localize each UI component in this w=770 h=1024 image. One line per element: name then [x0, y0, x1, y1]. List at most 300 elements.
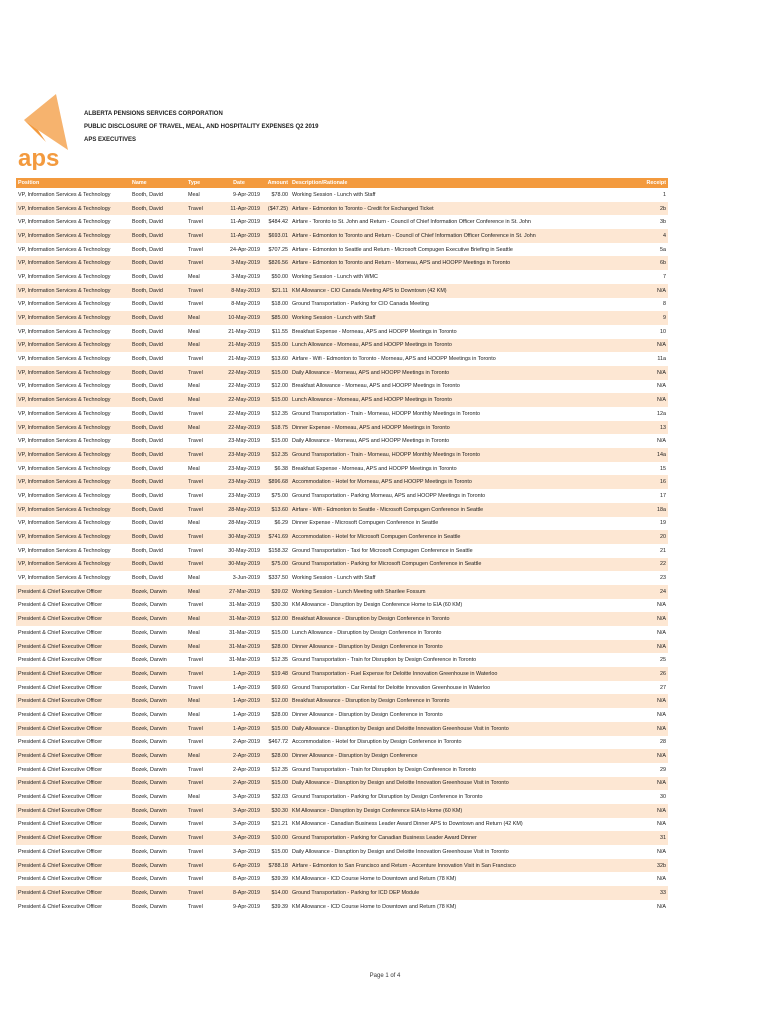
cell-type: Travel	[188, 862, 203, 869]
cell-date: 8-Apr-2019	[233, 889, 260, 896]
cell-date: 1-Apr-2019	[233, 725, 260, 732]
table-row	[16, 434, 668, 448]
cell-name: Booth, David	[132, 479, 163, 486]
cell-amount: $337.50	[268, 575, 288, 582]
cell-receipt: 13	[660, 424, 666, 431]
cell-date: 31-Mar-2019	[229, 629, 260, 636]
cell-name: Booth, David	[132, 575, 163, 582]
cell-type: Travel	[188, 369, 203, 376]
cell-description: Breakfast Allowance - Morneau, APS and HOOPP Meetings in Toronto	[292, 383, 460, 390]
cell-amount: $19.48	[271, 670, 288, 677]
cell-receipt: 10	[660, 328, 666, 335]
table-row	[16, 585, 668, 599]
cell-position: VP, Information Services & Technology	[18, 342, 111, 349]
cell-description: Daily Allowance - Morneau, APS and HOOPP Meetings in Toronto	[292, 438, 450, 445]
cell-amount: $12.00	[271, 383, 288, 390]
cell-description: Working Session - Lunch with Staff	[292, 315, 376, 322]
cell-date: 23-May-2019	[228, 451, 260, 458]
cell-receipt: N/A	[657, 643, 666, 650]
table-row	[16, 626, 668, 640]
cell-position: VP, Information Services & Technology	[18, 479, 111, 486]
table-row	[16, 393, 668, 407]
table-row	[16, 544, 668, 558]
table-row	[16, 243, 668, 257]
cell-description: Airfare - Edmonton to San Francisco and Return - Accenture Innovation Visit in San Francisco	[292, 862, 516, 869]
cell-type: Travel	[188, 547, 203, 554]
cell-position: President & Chief Executive Officer	[18, 862, 103, 869]
cell-type: Travel	[188, 232, 203, 239]
cell-position: VP, Information Services & Technology	[18, 506, 111, 513]
cell-type: Travel	[188, 889, 203, 896]
page-number: Page 1 of 4	[369, 973, 401, 979]
cell-position: VP, Information Services & Technology	[18, 328, 111, 335]
cell-type: Travel	[188, 725, 203, 732]
cell-type: Travel	[188, 287, 203, 294]
cell-type: Travel	[188, 848, 203, 855]
cell-receipt: N/A	[657, 876, 666, 883]
cell-date: 11-Apr-2019	[230, 232, 260, 239]
cell-type: Meal	[188, 629, 200, 636]
cell-description: Daily Allowance - Disruption by Design and Deloitte Innovation Greenhouse Visit in Toronto	[292, 780, 509, 787]
cell-name: Bozek, Darwin	[132, 821, 167, 828]
cell-description: Breakfast Allowance - Disruption by Design Conference in Toronto	[292, 698, 450, 705]
cell-date: 22-May-2019	[228, 424, 260, 431]
cell-position: President & Chief Executive Officer	[18, 725, 103, 732]
cell-name: Booth, David	[132, 506, 163, 513]
cell-type: Meal	[188, 424, 200, 431]
cell-receipt: 4	[663, 232, 666, 239]
cell-receipt: 19	[660, 520, 666, 527]
cell-description: Daily Allowance - Disruption by Design and Deloitte Innovation Greenhouse Visit in Toronto	[292, 848, 509, 855]
cell-position: VP, Information Services & Technology	[18, 451, 111, 458]
cell-name: Booth, David	[132, 315, 163, 322]
cell-amount: $15.00	[271, 397, 288, 404]
cell-name: Booth, David	[132, 383, 163, 390]
cell-type: Travel	[188, 670, 203, 677]
cell-position: President & Chief Executive Officer	[18, 848, 103, 855]
cell-type: Travel	[188, 766, 203, 773]
col-header-amount: Amount	[267, 180, 288, 186]
cell-type: Travel	[188, 534, 203, 541]
table-row	[16, 859, 668, 873]
cell-description: Airfare - Wifi - Edmonton to Toronto - Morneau, APS and HOOPP Meetings in Toronto	[292, 356, 496, 363]
cell-position: VP, Information Services & Technology	[18, 246, 111, 253]
cell-amount: $12.35	[271, 657, 288, 664]
cell-description: Accommodation - Hotel for Microsoft Compugen Conference in Seattle	[292, 534, 461, 541]
aps-logo-mark	[16, 90, 76, 170]
cell-date: 21-May-2019	[228, 356, 260, 363]
cell-type: Travel	[188, 903, 203, 910]
col-header-date: Date	[233, 180, 245, 186]
cell-receipt: 22	[660, 561, 666, 568]
table-row	[16, 325, 668, 339]
cell-amount: $15.00	[271, 780, 288, 787]
cell-name: Booth, David	[132, 534, 163, 541]
cell-receipt: 7	[663, 273, 666, 280]
cell-receipt: 30	[660, 794, 666, 801]
cell-date: 22-May-2019	[228, 410, 260, 417]
cell-date: 21-May-2019	[228, 328, 260, 335]
cell-position: President & Chief Executive Officer	[18, 602, 103, 609]
table-row	[16, 571, 668, 585]
cell-date: 22-May-2019	[228, 369, 260, 376]
table-body	[16, 188, 668, 913]
cell-amount: $6.29	[274, 520, 288, 527]
cell-name: Bozek, Darwin	[132, 602, 167, 609]
cell-position: President & Chief Executive Officer	[18, 670, 103, 677]
cell-description: Ground Transportation - Parking for CIO Canada Meeting	[292, 301, 429, 308]
cell-description: Working Session - Lunch with Staff	[292, 575, 376, 582]
cell-name: Booth, David	[132, 520, 163, 527]
cell-name: Bozek, Darwin	[132, 657, 167, 664]
col-header-type: Type	[188, 180, 201, 186]
cell-date: 1-Apr-2019	[233, 711, 260, 718]
cell-name: Bozek, Darwin	[132, 889, 167, 896]
cell-name: Bozek, Darwin	[132, 698, 167, 705]
cell-description: Breakfast Allowance - Disruption by Design Conference in Toronto	[292, 616, 450, 623]
cell-date: 24-Apr-2019	[230, 246, 260, 253]
cell-position: VP, Information Services & Technology	[18, 315, 111, 322]
cell-description: Working Session - Lunch Meeting with Sharilee Fossum	[292, 588, 426, 595]
cell-receipt: 18a	[657, 506, 666, 513]
cell-date: 28-May-2019	[228, 506, 260, 513]
cell-date: 31-Mar-2019	[229, 616, 260, 623]
cell-amount: $21.21	[271, 821, 288, 828]
cell-receipt: 28	[660, 739, 666, 746]
cell-description: Dinner Expense - Morneau, APS and HOOPP Meetings in Toronto	[292, 424, 450, 431]
cell-name: Booth, David	[132, 205, 163, 212]
cell-name: Bozek, Darwin	[132, 739, 167, 746]
table-row	[16, 530, 668, 544]
cell-name: Bozek, Darwin	[132, 616, 167, 623]
cell-type: Travel	[188, 876, 203, 883]
cell-receipt: N/A	[657, 848, 666, 855]
cell-description: Breakfast Expense - Morneau, APS and HOOPP Meetings in Toronto	[292, 328, 457, 335]
cell-amount: $78.00	[271, 191, 288, 198]
table-row	[16, 694, 668, 708]
cell-receipt: N/A	[657, 602, 666, 609]
cell-date: 22-May-2019	[228, 383, 260, 390]
table-row	[16, 188, 668, 202]
cell-amount: $28.00	[271, 643, 288, 650]
cell-receipt: N/A	[657, 397, 666, 404]
cell-name: Booth, David	[132, 397, 163, 404]
cell-date: 30-May-2019	[228, 547, 260, 554]
cell-description: Ground Transportation - Taxi for Microsoft Compugen Conference in Seattle	[292, 547, 473, 554]
cell-description: Ground Transportation - Car Rental for Deloitte Innovation Greenhouse in Waterloo	[292, 684, 491, 691]
table-row	[16, 475, 668, 489]
cell-name: Bozek, Darwin	[132, 862, 167, 869]
cell-receipt: 31	[660, 835, 666, 842]
cell-type: Meal	[188, 575, 200, 582]
cell-date: 23-May-2019	[228, 492, 260, 499]
cell-type: Travel	[188, 438, 203, 445]
cell-date: 3-May-2019	[231, 260, 260, 267]
cell-date: 1-Apr-2019	[233, 698, 260, 705]
cell-receipt: 32b	[657, 862, 666, 869]
cell-type: Travel	[188, 835, 203, 842]
cell-description: Working Session - Lunch with Staff	[292, 191, 376, 198]
cell-position: VP, Information Services & Technology	[18, 287, 111, 294]
table-row	[16, 612, 668, 626]
cell-type: Meal	[188, 342, 200, 349]
cell-amount: $741.69	[268, 534, 288, 541]
cell-date: 2-Apr-2019	[233, 753, 260, 760]
cell-name: Bozek, Darwin	[132, 753, 167, 760]
cell-receipt: N/A	[657, 287, 666, 294]
table-row	[16, 229, 668, 243]
cell-receipt: 21	[660, 547, 666, 554]
cell-date: 23-May-2019	[228, 479, 260, 486]
cell-receipt: N/A	[657, 711, 666, 718]
cell-amount: $12.35	[271, 410, 288, 417]
cell-receipt: N/A	[657, 438, 666, 445]
table-row	[16, 722, 668, 736]
cell-receipt: N/A	[657, 629, 666, 636]
cell-amount: $788.18	[268, 862, 288, 869]
cell-amount: $30.30	[271, 807, 288, 814]
cell-amount: $39.02	[271, 588, 288, 595]
cell-receipt: 6b	[660, 260, 666, 267]
cell-name: Booth, David	[132, 260, 163, 267]
cell-position: President & Chief Executive Officer	[18, 821, 103, 828]
cell-amount: $75.00	[271, 492, 288, 499]
table-row	[16, 749, 668, 763]
table-row	[16, 298, 668, 312]
cell-receipt: 26	[660, 670, 666, 677]
cell-date: 23-May-2019	[228, 438, 260, 445]
cell-type: Travel	[188, 301, 203, 308]
cell-name: Booth, David	[132, 424, 163, 431]
cell-amount: $39.39	[271, 876, 288, 883]
cell-position: President & Chief Executive Officer	[18, 711, 103, 718]
cell-position: VP, Information Services & Technology	[18, 465, 111, 472]
cell-description: KM Allowance - ICD Course Home to Downtown and Return (78 KM)	[292, 876, 457, 883]
cell-name: Bozek, Darwin	[132, 835, 167, 842]
cell-type: Meal	[188, 397, 200, 404]
cell-type: Travel	[188, 451, 203, 458]
cell-description: Airfare - Toronto to St. John and Return - Council of Chief Information Officer Conference in St. John	[292, 219, 531, 226]
cell-name: Bozek, Darwin	[132, 807, 167, 814]
cell-amount: $21.11	[271, 287, 288, 294]
cell-name: Bozek, Darwin	[132, 629, 167, 636]
cell-receipt: N/A	[657, 383, 666, 390]
cell-position: President & Chief Executive Officer	[18, 588, 103, 595]
cell-amount: $693.01	[268, 232, 288, 239]
cell-amount: $28.00	[271, 753, 288, 760]
cell-receipt: N/A	[657, 807, 666, 814]
cell-position: VP, Information Services & Technology	[18, 356, 111, 363]
cell-position: VP, Information Services & Technology	[18, 191, 111, 198]
cell-receipt: N/A	[657, 753, 666, 760]
cell-position: VP, Information Services & Technology	[18, 369, 111, 376]
cell-description: KM Allowance - ICD Course Home to Downtown and Return (78 KM)	[292, 903, 457, 910]
cell-date: 23-May-2019	[228, 465, 260, 472]
cell-position: VP, Information Services & Technology	[18, 273, 111, 280]
cell-position: President & Chief Executive Officer	[18, 766, 103, 773]
cell-type: Travel	[188, 807, 203, 814]
cell-position: VP, Information Services & Technology	[18, 520, 111, 527]
expense-table	[16, 178, 668, 913]
table-row	[16, 900, 668, 914]
cell-date: 30-May-2019	[228, 561, 260, 568]
cell-amount: $12.35	[271, 451, 288, 458]
cell-type: Travel	[188, 205, 203, 212]
cell-description: Ground Transportation - Fuel Expense for Deloitte Innovation Greenhouse in Waterloo	[292, 670, 498, 677]
cell-type: Travel	[188, 479, 203, 486]
cell-name: Booth, David	[132, 342, 163, 349]
table-row	[16, 804, 668, 818]
cell-position: VP, Information Services & Technology	[18, 561, 111, 568]
cell-amount: $85.00	[271, 315, 288, 322]
cell-description: Accommodation - Hotel for Morneau, APS and HOOPP Meetings in Toronto	[292, 479, 472, 486]
col-header-position: Position	[18, 180, 40, 186]
cell-type: Travel	[188, 410, 203, 417]
cell-amount: $75.00	[271, 561, 288, 568]
cell-position: President & Chief Executive Officer	[18, 629, 103, 636]
cell-amount: $158.32	[268, 547, 288, 554]
cell-name: Booth, David	[132, 191, 163, 198]
cell-description: KM Allowance - Disruption by Design Conference Home to EIA (60 KM)	[292, 602, 463, 609]
cell-position: VP, Information Services & Technology	[18, 410, 111, 417]
cell-amount: $826.56	[268, 260, 288, 267]
cell-name: Booth, David	[132, 438, 163, 445]
cell-type: Travel	[188, 602, 203, 609]
table-row	[16, 311, 668, 325]
cell-amount: $467.72	[268, 739, 288, 746]
cell-date: 3-Apr-2019	[233, 835, 260, 842]
table-row	[16, 339, 668, 353]
cell-receipt: 33	[660, 889, 666, 896]
cell-amount: $13.60	[271, 356, 288, 363]
report-title: PUBLIC DISCLOSURE OF TRAVEL, MEAL, AND HOSPITALITY EXPENSES Q2 2019	[84, 124, 319, 130]
cell-type: Meal	[188, 383, 200, 390]
cell-description: KM Allowance - Canadian Business Leader Award Dinner APS to Downtown and Return (42 KM)	[292, 821, 523, 828]
cell-receipt: 25	[660, 657, 666, 664]
report-subtitle: APS EXECUTIVES	[84, 137, 137, 143]
table-row	[16, 256, 668, 270]
cell-receipt: 8	[663, 301, 666, 308]
cell-date: 28-May-2019	[228, 520, 260, 527]
cell-name: Booth, David	[132, 219, 163, 226]
cell-description: KM Allowance - CIO Canada Meeting APS to Downtown (42 KM)	[292, 287, 447, 294]
cell-description: Daily Allowance - Morneau, APS and HOOPP Meetings in Toronto	[292, 369, 450, 376]
cell-position: VP, Information Services & Technology	[18, 492, 111, 499]
table-row	[16, 872, 668, 886]
cell-date: 8-Apr-2019	[233, 876, 260, 883]
cell-description: Ground Transportation - Train - Morneau, HOOPP Monthly Meetings in Toronto	[292, 410, 480, 417]
cell-name: Bozek, Darwin	[132, 903, 167, 910]
cell-description: Lunch Allowance - Morneau, APS and HOOPP Meetings in Toronto	[292, 397, 452, 404]
cell-type: Meal	[188, 698, 200, 705]
cell-position: VP, Information Services & Technology	[18, 301, 111, 308]
cell-position: VP, Information Services & Technology	[18, 575, 111, 582]
cell-name: Booth, David	[132, 369, 163, 376]
aps-logo	[16, 90, 76, 170]
cell-amount: $39.39	[271, 903, 288, 910]
cell-date: 8-May-2019	[231, 287, 260, 294]
cell-receipt: 12a	[657, 410, 666, 417]
cell-name: Booth, David	[132, 465, 163, 472]
cell-date: 9-Apr-2019	[233, 191, 260, 198]
cell-position: President & Chief Executive Officer	[18, 794, 103, 801]
cell-position: VP, Information Services & Technology	[18, 219, 111, 226]
cell-type: Travel	[188, 260, 203, 267]
table-row	[16, 708, 668, 722]
cell-type: Meal	[188, 520, 200, 527]
cell-receipt: N/A	[657, 616, 666, 623]
cell-position: President & Chief Executive Officer	[18, 807, 103, 814]
cell-date: 9-Apr-2019	[233, 903, 260, 910]
cell-description: Accommodation - Hotel for Disruption by Design Conference in Toronto	[292, 739, 462, 746]
table-row	[16, 448, 668, 462]
table-row	[16, 667, 668, 681]
table-row	[16, 407, 668, 421]
cell-name: Bozek, Darwin	[132, 848, 167, 855]
cell-date: 3-Apr-2019	[233, 794, 260, 801]
cell-type: Meal	[188, 191, 200, 198]
cell-amount: $484.42	[268, 219, 288, 226]
cell-amount: $14.00	[271, 889, 288, 896]
cell-position: VP, Information Services & Technology	[18, 438, 111, 445]
cell-amount: $6.38	[274, 465, 288, 472]
cell-name: Booth, David	[132, 492, 163, 499]
cell-description: Ground Transportation - Parking for ICD DEP Module	[292, 889, 420, 896]
cell-name: Booth, David	[132, 547, 163, 554]
cell-name: Bozek, Darwin	[132, 794, 167, 801]
cell-description: Dinner Allowance - Disruption by Design Conference	[292, 753, 418, 760]
cell-description: Airfare - Edmonton to Toronto and Return - Morneau, APS and HOOPP Meetings in Toronto	[292, 260, 511, 267]
cell-name: Bozek, Darwin	[132, 725, 167, 732]
cell-position: VP, Information Services & Technology	[18, 424, 111, 431]
cell-amount: $707.25	[268, 246, 288, 253]
cell-type: Travel	[188, 356, 203, 363]
cell-name: Booth, David	[132, 328, 163, 335]
cell-description: Working Session - Lunch with WMC	[292, 273, 378, 280]
cell-date: 31-Mar-2019	[229, 643, 260, 650]
cell-type: Meal	[188, 711, 200, 718]
cell-name: Bozek, Darwin	[132, 643, 167, 650]
table-row	[16, 790, 668, 804]
cell-name: Booth, David	[132, 232, 163, 239]
cell-description: Lunch Allowance - Disruption by Design Conference in Toronto	[292, 629, 442, 636]
cell-receipt: 27	[660, 684, 666, 691]
cell-position: VP, Information Services & Technology	[18, 534, 111, 541]
cell-receipt: 11a	[657, 356, 666, 363]
cell-description: Ground Transportation - Parking for Disruption by Design Conference in Toronto	[292, 794, 483, 801]
table-row	[16, 366, 668, 380]
cell-date: 27-Mar-2019	[229, 588, 260, 595]
cell-description: Airfare - Wifi - Edmonton to Seattle - Microsoft Compugen Conference in Seattle	[292, 506, 484, 513]
cell-description: Dinner Allowance - Disruption by Design Conference in Toronto	[292, 711, 443, 718]
cell-position: VP, Information Services & Technology	[18, 232, 111, 239]
cell-receipt: 20	[660, 534, 666, 541]
cell-date: 3-Apr-2019	[233, 848, 260, 855]
cell-receipt: N/A	[657, 725, 666, 732]
cell-description: Breakfast Expense - Morneau, APS and HOOPP Meetings in Toronto	[292, 465, 457, 472]
cell-receipt: N/A	[657, 903, 666, 910]
cell-receipt: 3b	[660, 219, 666, 226]
cell-position: President & Chief Executive Officer	[18, 643, 103, 650]
cell-name: Bozek, Darwin	[132, 684, 167, 691]
table-row	[16, 886, 668, 900]
cell-receipt: N/A	[657, 342, 666, 349]
cell-amount: $18.00	[271, 301, 288, 308]
cell-date: 2-Apr-2019	[233, 739, 260, 746]
cell-name: Bozek, Darwin	[132, 670, 167, 677]
cell-amount: $12.00	[271, 698, 288, 705]
cell-type: Travel	[188, 684, 203, 691]
